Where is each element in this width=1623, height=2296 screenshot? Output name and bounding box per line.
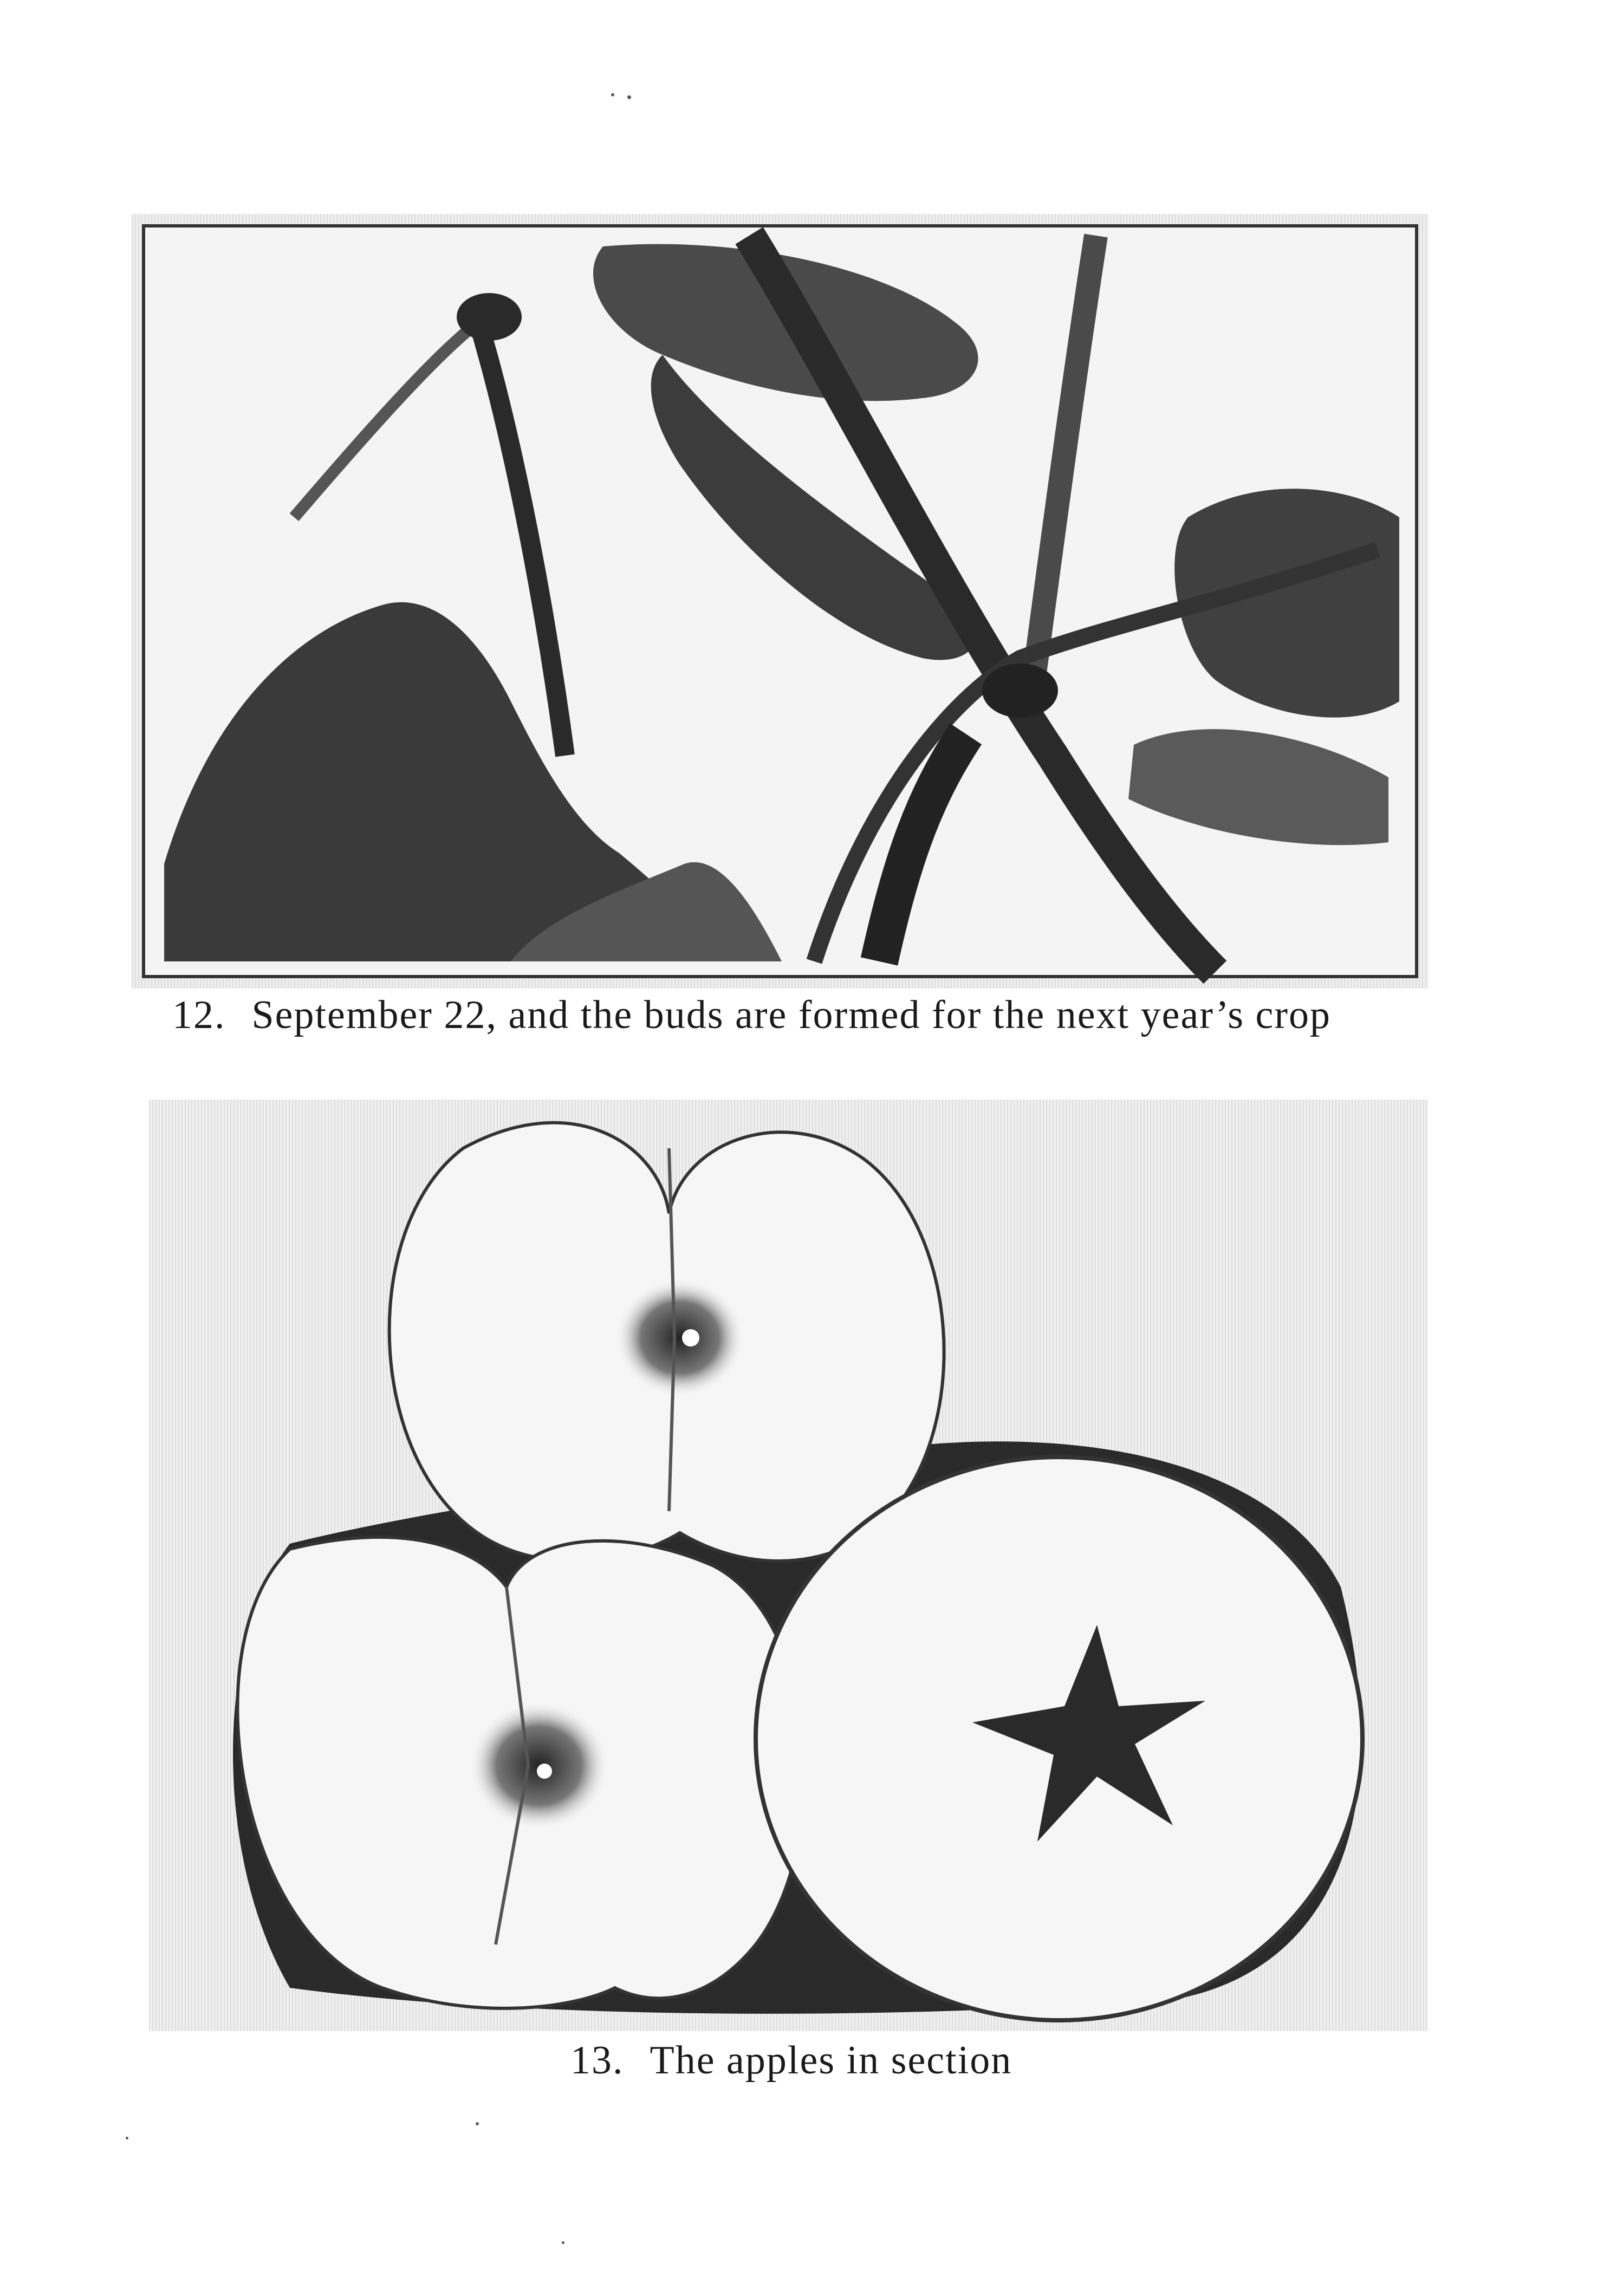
caption-text: September 22, and the buds are formed for the next year’s crop (251, 993, 1332, 1037)
figure-12-photo (132, 214, 1429, 988)
printing-speck (126, 2137, 128, 2139)
printing-speck (611, 93, 614, 96)
figure-13-photo (149, 1100, 1427, 2031)
figure-number: 13. (570, 2038, 624, 2083)
printing-speck (476, 2122, 479, 2125)
caption-text: The apples in section (650, 2038, 1012, 2083)
figure-number: 12. (172, 993, 226, 1037)
printing-speck (627, 95, 631, 99)
printing-speck (562, 2241, 564, 2244)
figure-13-caption (570, 2038, 1012, 2084)
figure-12-caption (172, 992, 1331, 1038)
apples-in-section-photo (149, 1100, 1427, 2031)
apple-branch-with-buds-photo (132, 214, 1429, 988)
